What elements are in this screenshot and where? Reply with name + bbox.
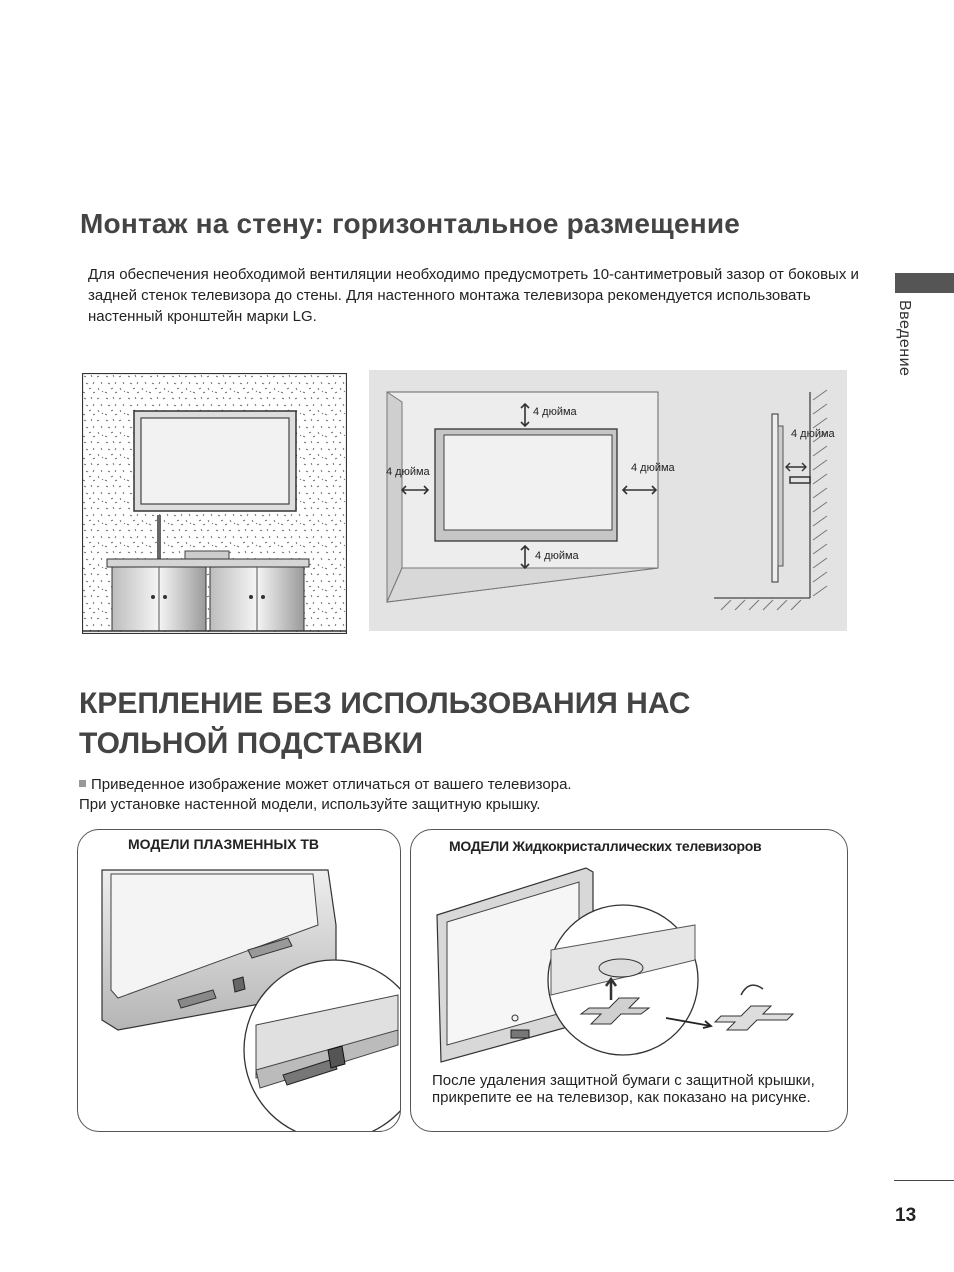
clearance-diagram: [369, 370, 847, 631]
note-line-1: Приведенное изображение может отличаться от вашего телевизора.: [91, 776, 572, 793]
footer-rule: [894, 1180, 954, 1181]
clearance-side-label: 4 дюйма: [791, 428, 835, 440]
plasma-models-panel: [77, 829, 401, 1132]
wall-mounted-tv-illustration: [82, 373, 347, 634]
clearance-right-label: 4 дюйма: [631, 462, 675, 474]
section-title-no-stand: КРЕПЛЕНИЕ БЕЗ ИСПОЛЬЗОВАНИЯ НАС ТОЛЬНОЙ ПОДСТАВКИ: [79, 687, 691, 760]
plasma-panel-title: МОДЕЛИ ПЛАЗМЕННЫХ ТВ: [128, 836, 320, 852]
note-line-2: При установке настенной модели, используйте защитную крышку.: [79, 796, 541, 813]
intro-paragraph: Для обеспечения необходимой вентиляции необходимо предусмотреть 10-сантиметровый зазор от боковых и задней стенок телевизора до стены. Для настенного монтажа телевизора рекомендуется использовать настенный кронштейн марки LG.: [88, 266, 859, 325]
page-number: 13: [895, 1205, 917, 1226]
section-tab-marker: [895, 273, 954, 293]
section-tab-label: Введение: [896, 300, 913, 377]
bullet-square-icon: [79, 780, 86, 787]
clearance-bottom-label: 4 дюйма: [535, 550, 579, 562]
clearance-left-label: 4 дюйма: [386, 466, 430, 478]
clearance-top-label: 4 дюйма: [533, 406, 577, 418]
note-block: [79, 775, 572, 815]
section-title-wall-mount: Монтаж на стену: горизонтальное размещение: [80, 208, 741, 239]
lcd-panel-title: МОДЕЛИ Жидкокристаллических телевизоров: [449, 838, 762, 854]
lcd-panel-caption: После удаления защитной бумаги с защитной крышки, прикрепите ее на телевизор, как показано на рисунке.: [432, 1072, 815, 1106]
